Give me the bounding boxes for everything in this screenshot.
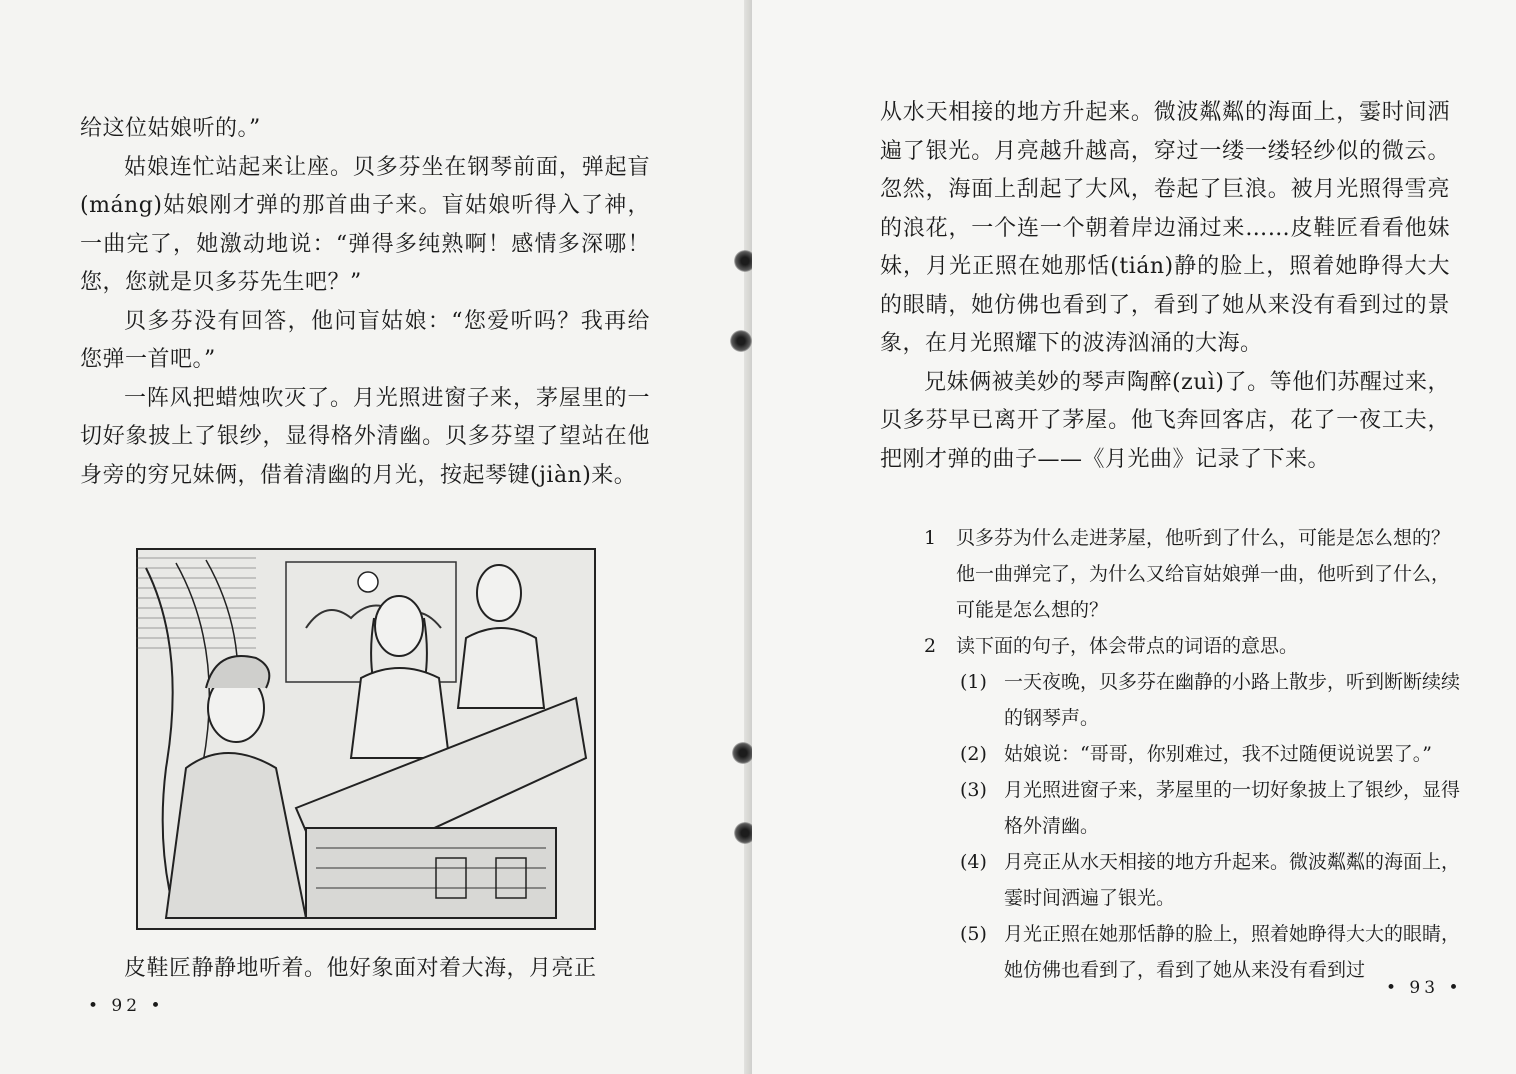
paragraph: 姑娘连忙站起来让座。贝多芬坐在钢琴前面，弹起盲(máng)姑娘刚才弹的那首曲子来。盲姑娘听得入了神，一曲完了，她激动地说：“弹得多纯熟啊！感情多深哪！您，您就是贝多芬先生吧？” [80, 154, 650, 295]
paragraph: 从水天相接的地方升起来。微波粼粼的海面上，霎时间洒遍了银光。月亮越升越高，穿过一缕一缕轻纱似的微云。忽然，海面上刮起了大风，卷起了巨浪。被月光照得雪亮的浪花，一个连一个朝着岸边涌过来……皮鞋匠看看他妹妹，月光正照在她那恬(tián)静的脸上，照着她睁得大大的眼睛，她仿佛也看到了，看到了她从来没有看到过的景象，在月光照耀下的波涛汹涌的大海。 [880, 100, 1450, 356]
left-page [0, 0, 752, 1074]
paragraph: 一阵风把蜡烛吹灭了。月光照进窗子来，茅屋里的一切好象披上了银纱，显得格外清幽。贝多芬望了望站在他身旁的穷兄妹俩，借着清幽的月光，按起琴键(jiàn)来。 [80, 385, 650, 488]
sub-item-number: (5) [960, 923, 987, 945]
exercise-number: 1 [924, 527, 937, 549]
sub-item-number: (3) [960, 779, 987, 801]
left-page-text [80, 110, 650, 495]
exercise-sub-item [924, 844, 1464, 916]
sub-item-number: (4) [960, 851, 987, 873]
binding-hole [732, 742, 754, 764]
sub-item-text: 月光照进窗子来，茅屋里的一切好象披上了银纱，显得格外清幽。 [1004, 779, 1461, 837]
exercise-number: 2 [924, 635, 937, 657]
sub-item-text: 一天夜晚，贝多芬在幽静的小路上散步，听到断断续续的钢琴声。 [1004, 671, 1461, 729]
beethoven-piano-illustration [136, 548, 596, 930]
exercise-sub-item [924, 772, 1464, 844]
sub-item-text: 月亮正从水天相接的地方升起来。微波粼粼的海面上，霎时间洒遍了银光。 [1004, 851, 1461, 909]
right-page-text [880, 94, 1450, 479]
page-number-left: • 92 • [88, 996, 165, 1016]
sub-item-number: (2) [960, 743, 987, 765]
exercise-text: 读下面的句子，体会带点的词语的意思。 [956, 635, 1299, 657]
sub-item-number: (1) [960, 671, 987, 693]
exercise-sub-item [924, 916, 1464, 988]
sub-item-text: 月光正照在她那恬静的脸上，照着她睁得大大的眼睛，她仿佛也看到了，看到了她从来没有看到过 [1004, 923, 1461, 981]
exercise-text: 贝多芬为什么走进茅屋，他听到了什么，可能是怎么想的？他一曲弹完了，为什么又给盲姑娘弹一曲，他听到了什么，可能是怎么想的？ [956, 527, 1451, 621]
exercise-item [924, 520, 1464, 628]
exercise-sub-item [924, 664, 1464, 736]
paragraph: 兄妹俩被美妙的琴声陶醉(zuì)了。等他们苏醒过来，贝多芬早已离开了茅屋。他飞奔回客店，花了一夜工夫，把刚才弹的曲子——《月光曲》记录了下来。 [880, 369, 1450, 472]
page-number-right: • 93 • [1386, 978, 1463, 998]
paragraph: 皮鞋匠静静地听着。他好象面对着大海，月亮正 [124, 956, 597, 981]
exercise-sub-item [924, 736, 1464, 772]
paragraph: 给这位姑娘听的。” [80, 116, 261, 141]
sub-item-text: 姑娘说：“哥哥，你别难过，我不过随便说说罢了。” [1004, 743, 1432, 765]
exercises [924, 520, 1464, 988]
binding-hole [730, 330, 752, 352]
exercise-item [924, 628, 1464, 664]
paragraph: 贝多芬没有回答，他问盲姑娘：“您爱听吗？我再给您弹一首吧。” [80, 308, 650, 372]
left-page-bottom-text [80, 950, 650, 989]
